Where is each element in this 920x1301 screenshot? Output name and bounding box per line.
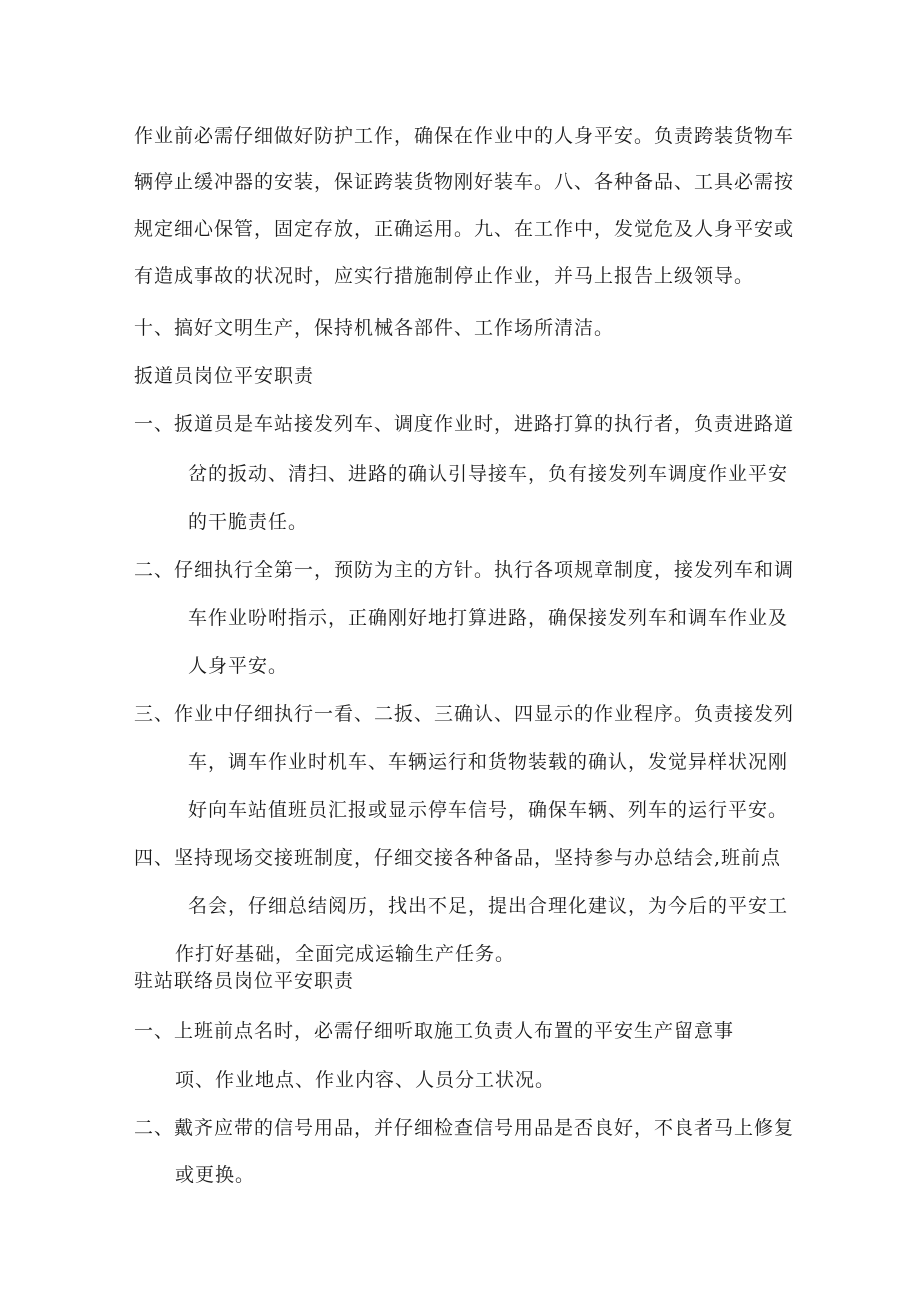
list-item-line: 作打好基础，全面完成运输生产任务。 [175,943,516,965]
paragraph-line: 辆停止缓冲器的安装，保证跨装货物刚好装车。八、各种备品、工具必需按 [134,171,795,193]
paragraph-line: 有造成事故的状况时，应实行措施制停止作业，并马上报告上级领导。 [134,265,755,287]
list-item-line: 二、仔细执行全第一，预防为主的方针。执行各项规章制度，接发列车和调 [134,559,795,581]
paragraph-line: 十、搞好文明生产，保持机械各部件、工作场所清洁。 [134,317,615,339]
paragraph-line: 规定细心保管，固定存放，正确运用。九、在工作中，发觉危及人身平安或 [134,218,795,240]
list-item-line: 或更换。 [175,1164,256,1186]
list-item-line: 车，调车作业时机车、车辆运行和货物装载的确认，发觉异样状况刚 [188,751,789,773]
list-item-line: 人身平安。 [188,655,289,677]
section-heading-switchman: 扳道员岗位平安职责 [134,365,315,387]
list-item-line: 四、坚持现场交接班制度，仔细交接各种备品，坚持参与办总结会,班前点 [134,847,782,869]
paragraph-line: 作业前必需仔细做好防护工作，确保在作业中的人身平安。负责跨装货物车 [134,125,795,147]
list-item-line: 二、戴齐应带的信号用品，并仔细检查信号用品是否良好，不良者马上修复 [134,1117,795,1139]
list-item-line: 岔的扳动、清扫、进路的确认引导接车，负有接发列车调度作业平安 [188,463,789,485]
list-item-line: 一、上班前点名时，必需仔细听取施工负责人布置的平安生产留意事 [134,1020,735,1042]
list-item-line: 好向车站值班员汇报或显示停车信号，确保车辆、列车的运行平安。 [188,799,789,821]
list-item-line: 名会，仔细总结阅历，找出不足，提出合理化建议，为今后的平安工 [188,895,789,917]
section-heading-station-liaison: 驻站联络员岗位平安职责 [134,970,355,992]
list-item-line: 项、作业地点、作业内容、人员分工状况。 [175,1069,556,1091]
list-item-line: 车作业吩咐指示，正确刚好地打算进路，确保接发列车和调车作业及 [188,607,789,629]
list-item-line: 三、作业中仔细执行一看、二扳、三确认、四显示的作业程序。负责接发列 [134,703,795,725]
list-item-line: 的干脆责任。 [188,511,309,533]
list-item-line: 一、扳道员是车站接发列车、调度作业时，进路打算的执行者，负责进路道 [134,413,795,435]
